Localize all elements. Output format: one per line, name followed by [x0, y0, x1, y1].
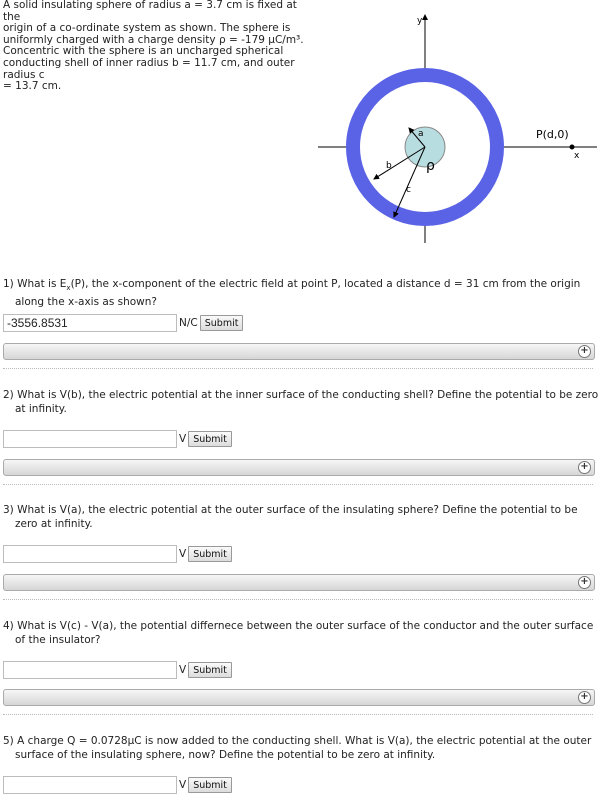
divider — [3, 714, 593, 715]
intro-line: origin of a co-ordinate system as shown. The sphere is — [3, 22, 291, 35]
submit-button-2[interactable]: Submit — [188, 431, 232, 447]
intro-line: conducting shell of inner radius b = 11.7 cm, and outer radius c — [3, 56, 295, 81]
hint-bar-4[interactable] — [3, 689, 595, 706]
question-3 — [3, 503, 599, 531]
answer-row-3 — [3, 545, 232, 563]
intro-line: Concentric with the sphere is an uncharged spherical — [3, 45, 284, 58]
question-1 — [3, 277, 599, 309]
divider — [3, 368, 593, 369]
answer-row-1 — [3, 314, 243, 332]
answer-row-4 — [3, 661, 232, 679]
hint-bar-3[interactable] — [3, 574, 595, 591]
answer-input-2[interactable] — [3, 430, 177, 448]
question-5 — [3, 734, 599, 762]
label-y: y — [417, 16, 423, 26]
label-x: x — [574, 151, 580, 161]
diagram-svg — [318, 5, 608, 250]
question-4 — [3, 619, 599, 647]
label-point-p: P(d,0) — [536, 128, 569, 141]
question-4-text: 4) What is V(c) - V(a), the potential differnece between the outer surface of the conductor and the outer surface of the insulator? — [3, 620, 594, 646]
q1-pre: 1) What is E — [3, 278, 67, 290]
hint-bar-2[interactable] — [3, 459, 595, 476]
answer-input-1[interactable] — [3, 314, 177, 332]
label-b: b — [386, 161, 392, 171]
label-rho: ρ — [426, 158, 435, 174]
unit-label-3: V — [179, 548, 187, 560]
question-5-text: 5) A charge Q = 0.0728μC is now added to the conducting shell. What is V(a), the electric potential at the outer surface of the insulating sphere, now? Define the potential to be zero at infinity. — [3, 735, 592, 761]
plus-icon[interactable]: + — [578, 345, 591, 358]
sphere-diagram — [318, 5, 608, 250]
answer-row-5 — [3, 776, 232, 794]
hint-bar-1[interactable] — [3, 343, 595, 360]
divider — [3, 599, 593, 600]
answer-input-4[interactable] — [3, 661, 177, 679]
divider — [3, 484, 593, 485]
plus-icon[interactable]: + — [578, 461, 591, 474]
unit-label-4: V — [179, 664, 187, 676]
plus-icon[interactable]: + — [578, 691, 591, 704]
submit-button-4[interactable]: Submit — [188, 662, 232, 678]
unit-label-5: V — [179, 779, 187, 791]
label-a: a — [418, 129, 424, 139]
question-2-text: 2) What is V(b), the electric potential at the inner surface of the conducting shell? Define the potential to be zero at infinity. — [3, 389, 599, 415]
intro-line: A solid insulating sphere of radius a = 3.7 cm is fixed at the — [3, 0, 297, 23]
plus-icon[interactable]: + — [578, 576, 591, 589]
submit-button-5[interactable]: Submit — [188, 777, 232, 793]
question-3-text: 3) What is V(a), the electric potential at the outer surface of the insulating sphere? Define the potential to be zero at infinity. — [3, 504, 578, 530]
unit-label-1: N/C — [179, 317, 198, 329]
answer-input-3[interactable] — [3, 545, 177, 563]
label-c: c — [406, 185, 411, 195]
intro-line: = 13.7 cm. — [3, 80, 62, 93]
question-2 — [3, 388, 599, 416]
problem-intro — [3, 0, 315, 93]
answer-input-5[interactable] — [3, 776, 177, 794]
question-1-text — [3, 277, 599, 309]
unit-label-2: V — [179, 433, 187, 445]
point-p-marker — [570, 145, 575, 150]
q1-post: (P), the x-component of the electric field at point P, located a distance d = 31 cm from the origin along the x-axis as shown? — [15, 278, 581, 309]
answer-row-2 — [3, 430, 232, 448]
intro-line: uniformly charged with a charge density ρ = -179 μC/m³. — [3, 33, 304, 46]
q1-sub: x — [66, 284, 71, 293]
submit-button-3[interactable]: Submit — [188, 546, 232, 562]
submit-button-1[interactable]: Submit — [200, 315, 244, 331]
